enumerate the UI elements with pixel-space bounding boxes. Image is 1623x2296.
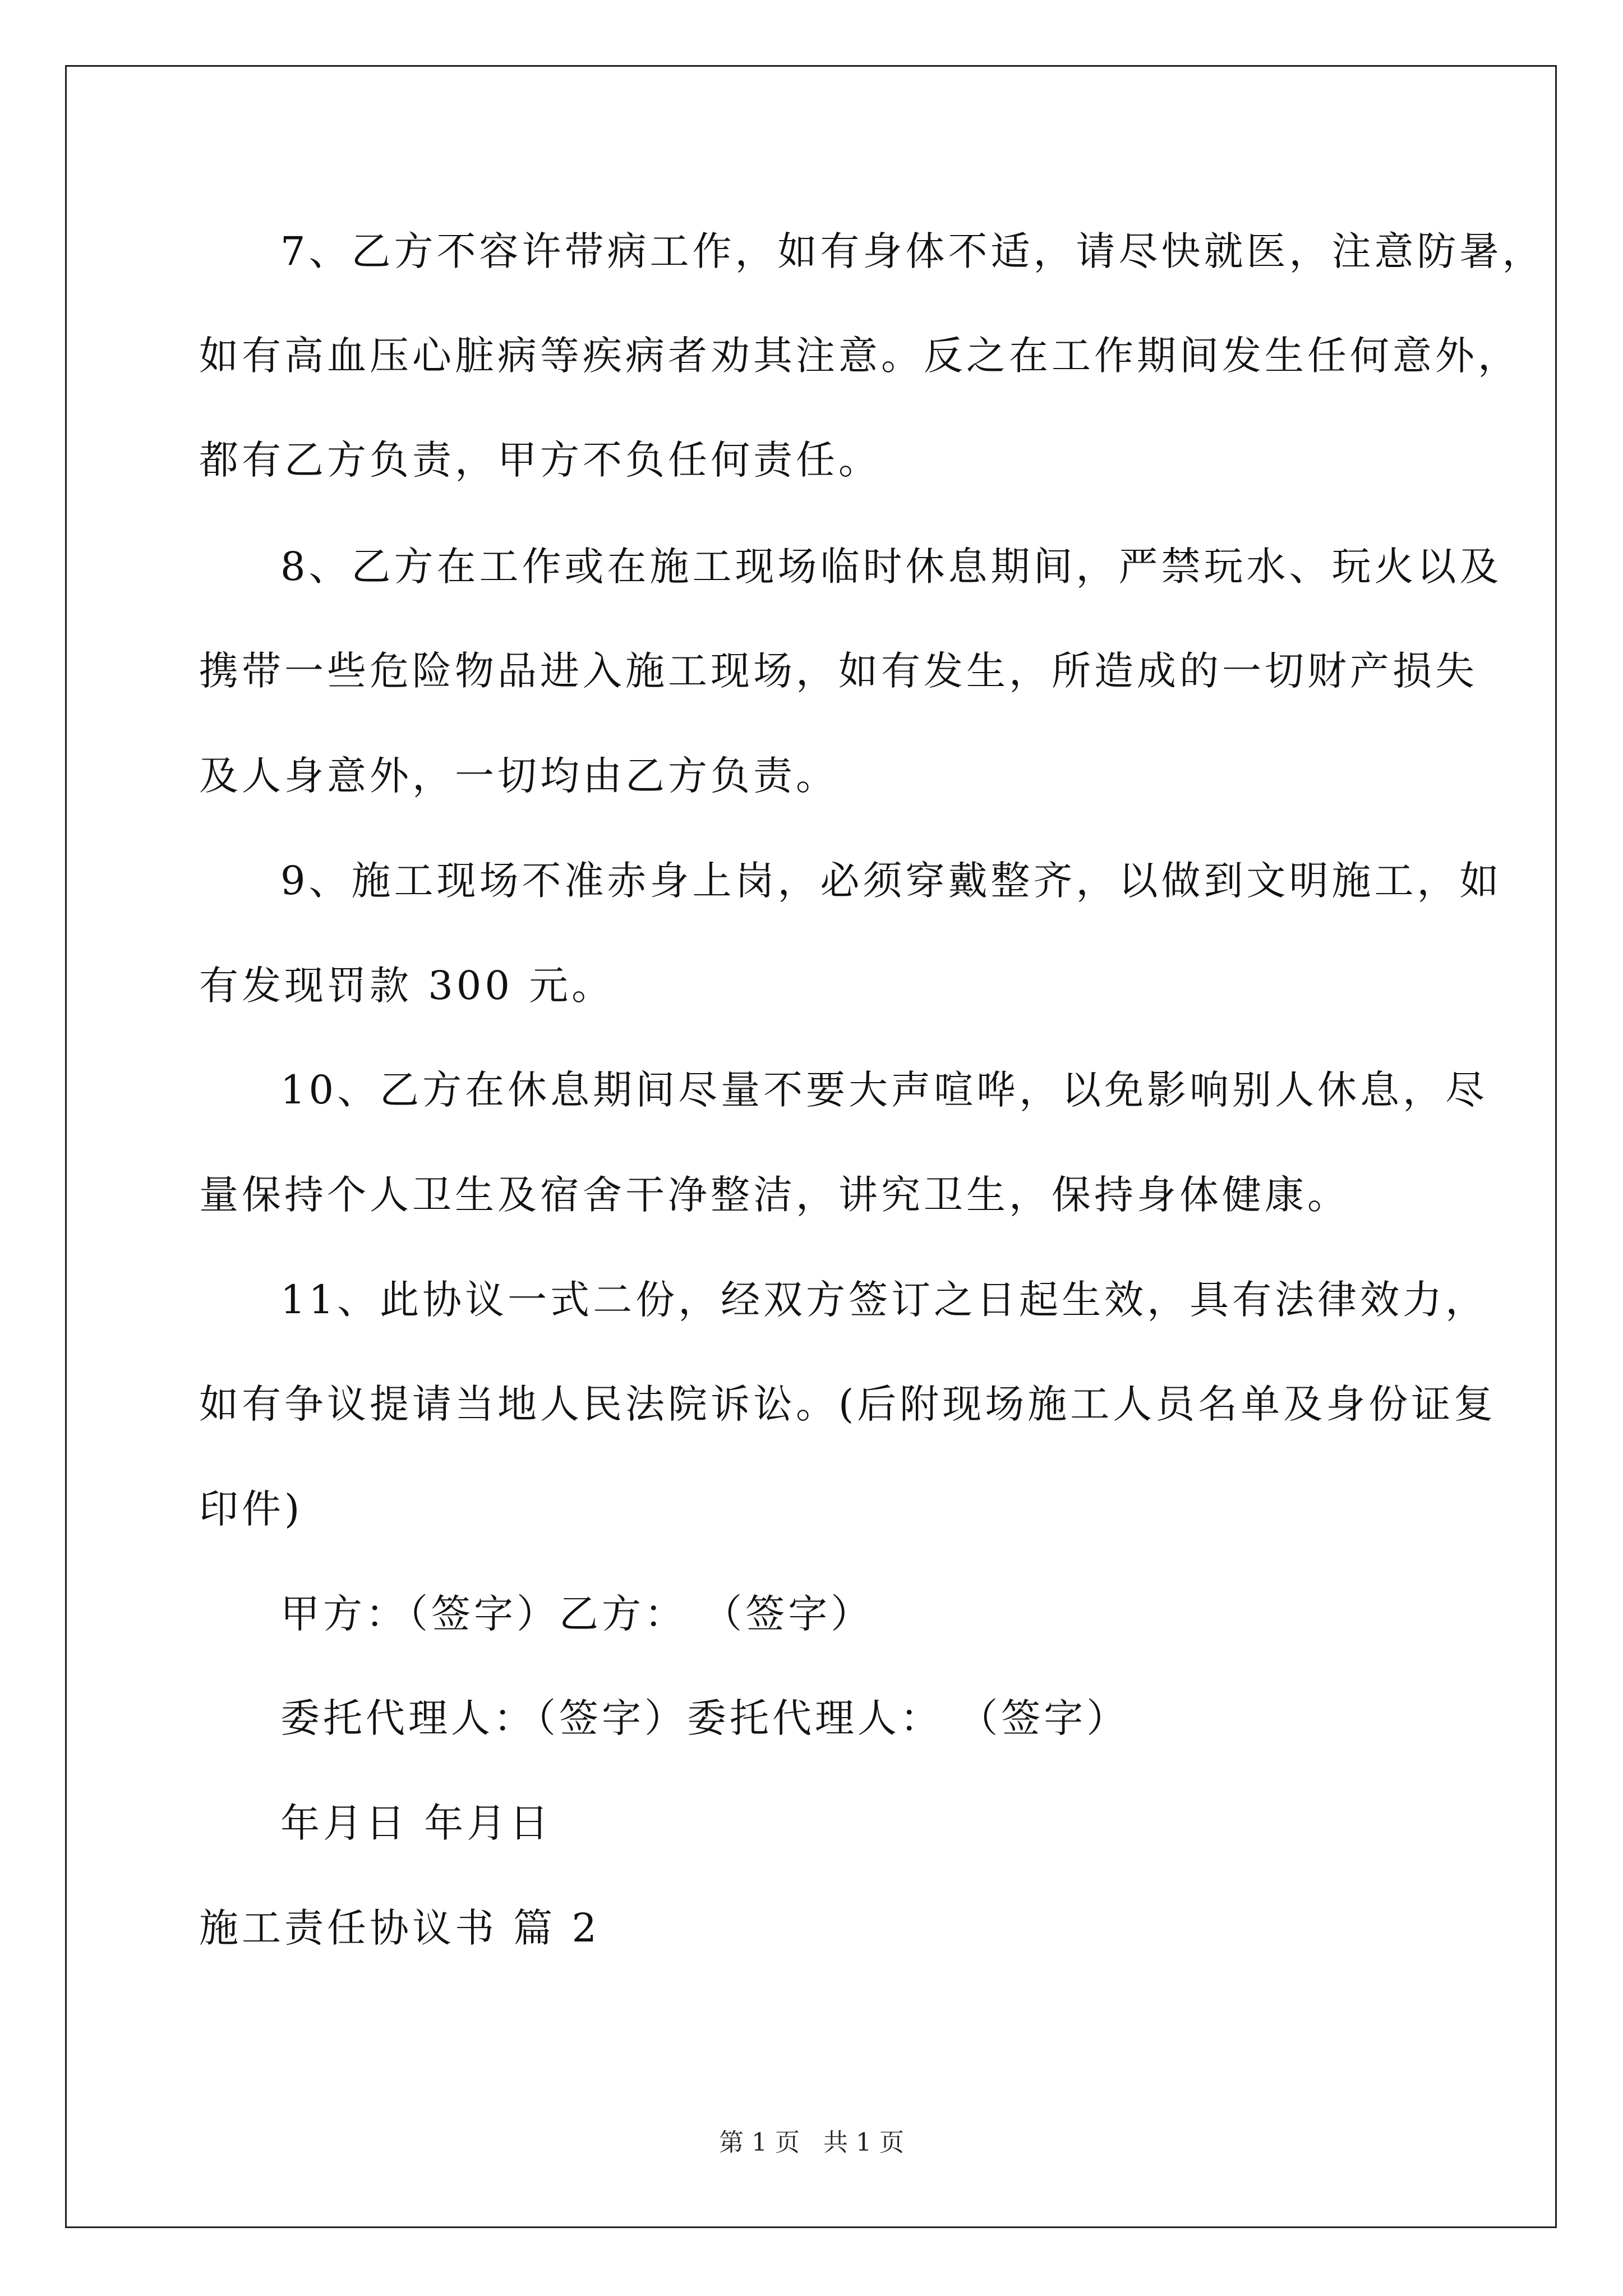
paragraph-8-line-3: 及人身意外，一切均由乙方负责。 xyxy=(199,753,838,799)
signature-date-line: 年月日 年月日 xyxy=(280,1800,552,1846)
paragraph-11-line-3: 印件) xyxy=(199,1486,303,1532)
paragraph-11-line-1: 11、此协议一式二份，经双方签订之日起生效，具有法律效力， xyxy=(280,1277,1488,1323)
paragraph-10-line-1: 10、乙方在休息期间尽量不要大声喧哗，以免影响别人休息，尽 xyxy=(280,1067,1488,1113)
page-number: 第 1 页 xyxy=(719,2128,800,2157)
paragraph-8-line-1: 8、乙方在工作或在施工现场临时休息期间，严禁玩水、玩火以及 xyxy=(280,544,1502,590)
paragraph-7-line-2: 如有高血压心脏病等疾病者劝其注意。反之在工作期间发生任何意外， xyxy=(199,333,1520,379)
page-total: 共 1 页 xyxy=(823,2128,904,2157)
paragraph-9-line-2: 有发现罚款 300 元。 xyxy=(199,963,615,1009)
signature-party-line: 甲方：（签字）乙方： （签字） xyxy=(280,1591,874,1637)
paragraph-11-line-2: 如有争议提请当地人民法院诉讼。(后附现场施工人员名单及身份证复 xyxy=(199,1381,1497,1427)
next-section-title: 施工责任协议书 篇 2 xyxy=(199,1905,601,1951)
signature-agent-line: 委托代理人：（签字）委托代理人： （签字） xyxy=(280,1695,1129,1741)
paragraph-7-line-1: 7、乙方不容许带病工作，如有身体不适，请尽快就医，注意防暑， xyxy=(280,228,1545,274)
paragraph-10-line-2: 量保持个人卫生及宿舍干净整洁，讲究卫生，保持身体健康。 xyxy=(199,1172,1350,1218)
paragraph-7-line-3: 都有乙方负责，甲方不负任何责任。 xyxy=(199,437,881,483)
page-footer xyxy=(0,2126,1623,2160)
paragraph-8-line-2: 携带一些危险物品进入施工现场，如有发生，所造成的一切财产损失 xyxy=(199,648,1478,694)
paragraph-9-line-1: 9、施工现场不准赤身上岗，必须穿戴整齐，以做到文明施工，如 xyxy=(280,858,1502,904)
